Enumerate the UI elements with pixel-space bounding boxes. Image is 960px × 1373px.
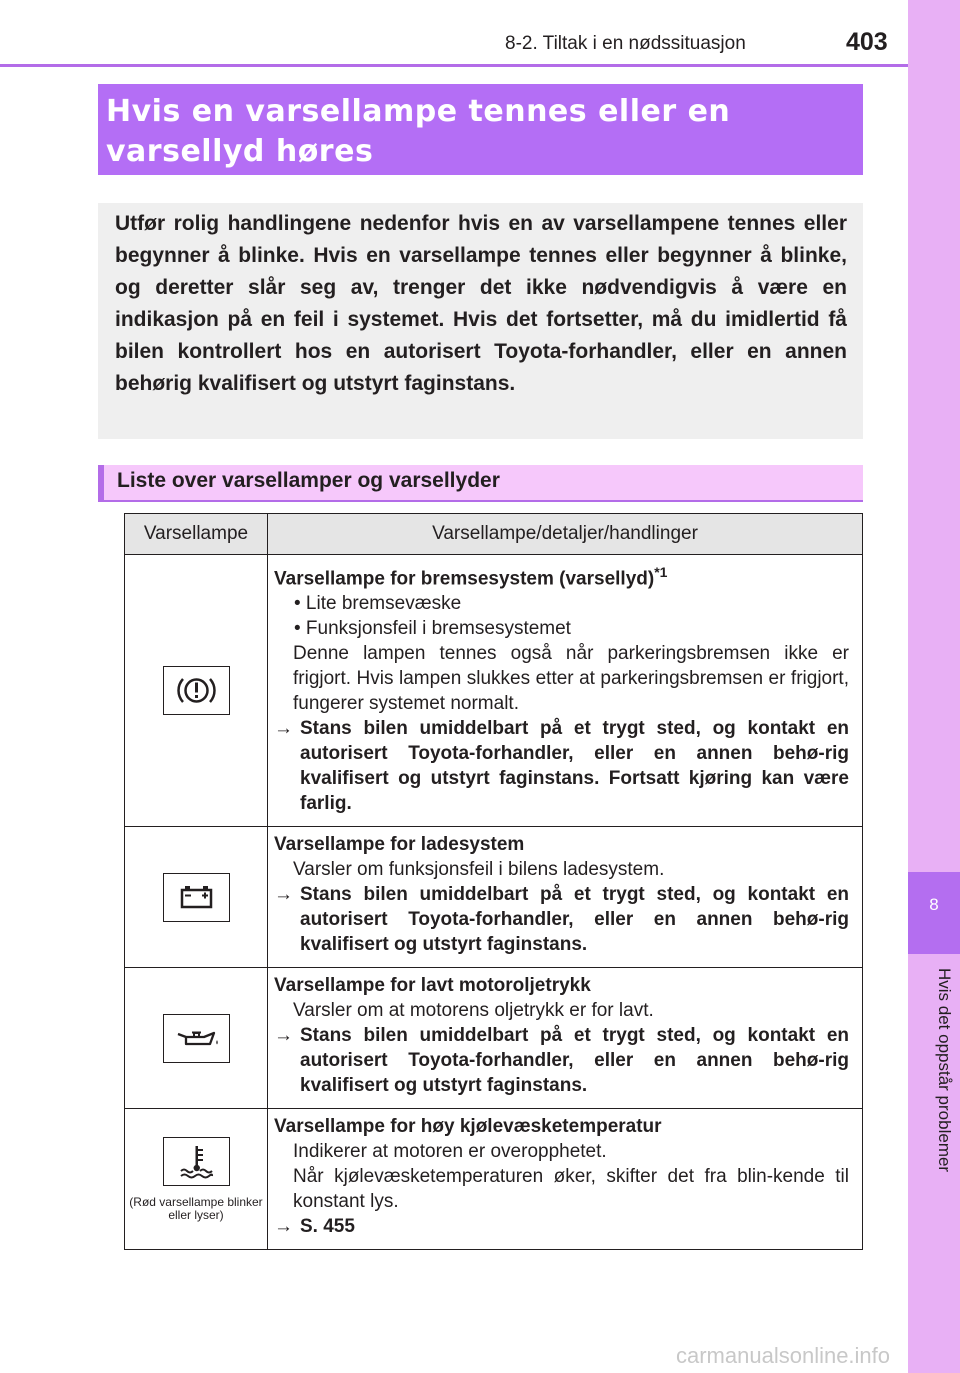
coolant-temperature-icon xyxy=(163,1137,230,1186)
item-title: Varsellampe for høy kjølevæsketemperatur xyxy=(274,1116,662,1138)
table-header-row xyxy=(125,514,863,555)
table-row xyxy=(125,555,863,827)
lamp-cell xyxy=(125,827,268,968)
subheading-text: Liste over varsellamper og varsellyder xyxy=(117,469,500,492)
chapter-label: Hvis det oppstår problemer xyxy=(935,968,954,1173)
item-title: Varsellampe for lavt motoroljetrykk xyxy=(274,975,591,997)
brake-warning-icon xyxy=(163,666,230,715)
intro-box xyxy=(98,203,863,439)
watermark: carmanualsonline.info xyxy=(676,1343,891,1368)
arrow-icon: → xyxy=(274,718,293,740)
lamp-cell xyxy=(125,1109,268,1250)
page-title-line-2: varsellyd høres xyxy=(106,134,374,169)
table-row xyxy=(125,968,863,1109)
footnote-marker: *1 xyxy=(654,564,668,580)
page-number: 403 xyxy=(846,28,888,56)
column-header-details: Varsellampe/detaljer/handlinger xyxy=(268,514,863,555)
arrow-icon: → xyxy=(274,884,293,906)
lamp-cell xyxy=(125,555,268,827)
page-reference-link[interactable]: → S. 455 xyxy=(274,1216,355,1238)
item-description: Varsler om at motorens oljetrykk er for lavt. xyxy=(293,1000,654,1022)
item-action: → Stans bilen umiddelbart på et trygt sted, og kontakt en autorisert Toyota-forhandler, eller en annen behø-rig kvalifisert og utstyrt faginstans. xyxy=(274,1025,849,1097)
item-title: Varsellampe for ladesystem xyxy=(274,834,525,856)
oil-pressure-icon xyxy=(163,1014,230,1063)
page-title-line-1: Hvis en varsellampe tennes eller en xyxy=(106,94,731,129)
item-description: Denne lampen tennes også når parkeringsbremsen ikke er frigjort. Hvis lampen slukkes etter at parkeringsbremsen er frigjort, fungerer systemet normalt. xyxy=(293,643,849,715)
column-header-lamp: Varsellampe xyxy=(125,514,268,555)
battery-icon xyxy=(163,873,230,922)
intro-text: Utfør rolig handlingene nedenfor hvis en av varsellampene tennes eller begynner å blinke. Hvis en varsellampe tennes eller begynner å blinke, og deretter slår seg av, trenger det ikke nødvendigvis å være en indikasjon på en feil i systemet. Hvis det fortsetter, må du imidlertid få bilen kontrollert hos en autorisert Toyota-forhandler, eller en annen behørig kvalifisert og utstyrt faginstans. xyxy=(115,212,847,395)
item-action: → Stans bilen umiddelbart på et trygt sted, og kontakt en autorisert Toyota-forhandler, eller en annen behø-rig kvalifisert og utstyrt faginstans. Fortsatt kjøring kan være farlig. xyxy=(274,718,849,815)
bullet-item: • Funksjonsfeil i bremsesystemet xyxy=(294,618,571,640)
section-reference: 8-2. Tiltak i en nødssituasjon xyxy=(505,33,746,54)
chapter-number: 8 xyxy=(929,895,939,914)
lamp-cell xyxy=(125,968,268,1109)
page-header xyxy=(0,0,908,68)
details-cell xyxy=(268,968,863,1109)
details-cell xyxy=(268,1109,863,1250)
section-subheading xyxy=(98,465,863,502)
table-row xyxy=(125,827,863,968)
details-cell xyxy=(268,827,863,968)
arrow-icon: → xyxy=(274,1216,293,1238)
item-title: Varsellampe for bremsesystem (varsellyd)$^{*1}$ xyxy=(274,564,668,590)
item-action: → Stans bilen umiddelbart på et trygt sted, og kontakt en autorisert Toyota-forhandler, eller en annen behø-rig kvalifisert og utstyrt faginstans. xyxy=(274,884,849,956)
title-banner xyxy=(98,84,863,175)
warning-lamp-table xyxy=(124,513,863,1250)
item-description: Varsler om funksjonsfeil i bilens ladesystem. xyxy=(293,859,665,881)
item-description: Indikerer at motoren er overopphetet. xyxy=(293,1141,607,1163)
header-rule xyxy=(0,64,908,67)
arrow-icon: → xyxy=(274,1025,293,1047)
lamp-note: (Rød varsellampe blinker eller lyser) xyxy=(129,1194,263,1222)
details-cell xyxy=(268,555,863,827)
item-description-2: Når kjølevæsketemperaturen øker, skifter det fra blin-kende til konstant lys. xyxy=(293,1166,849,1213)
bullet-item: • Lite bremsevæske xyxy=(294,593,462,615)
table-row xyxy=(125,1109,863,1250)
